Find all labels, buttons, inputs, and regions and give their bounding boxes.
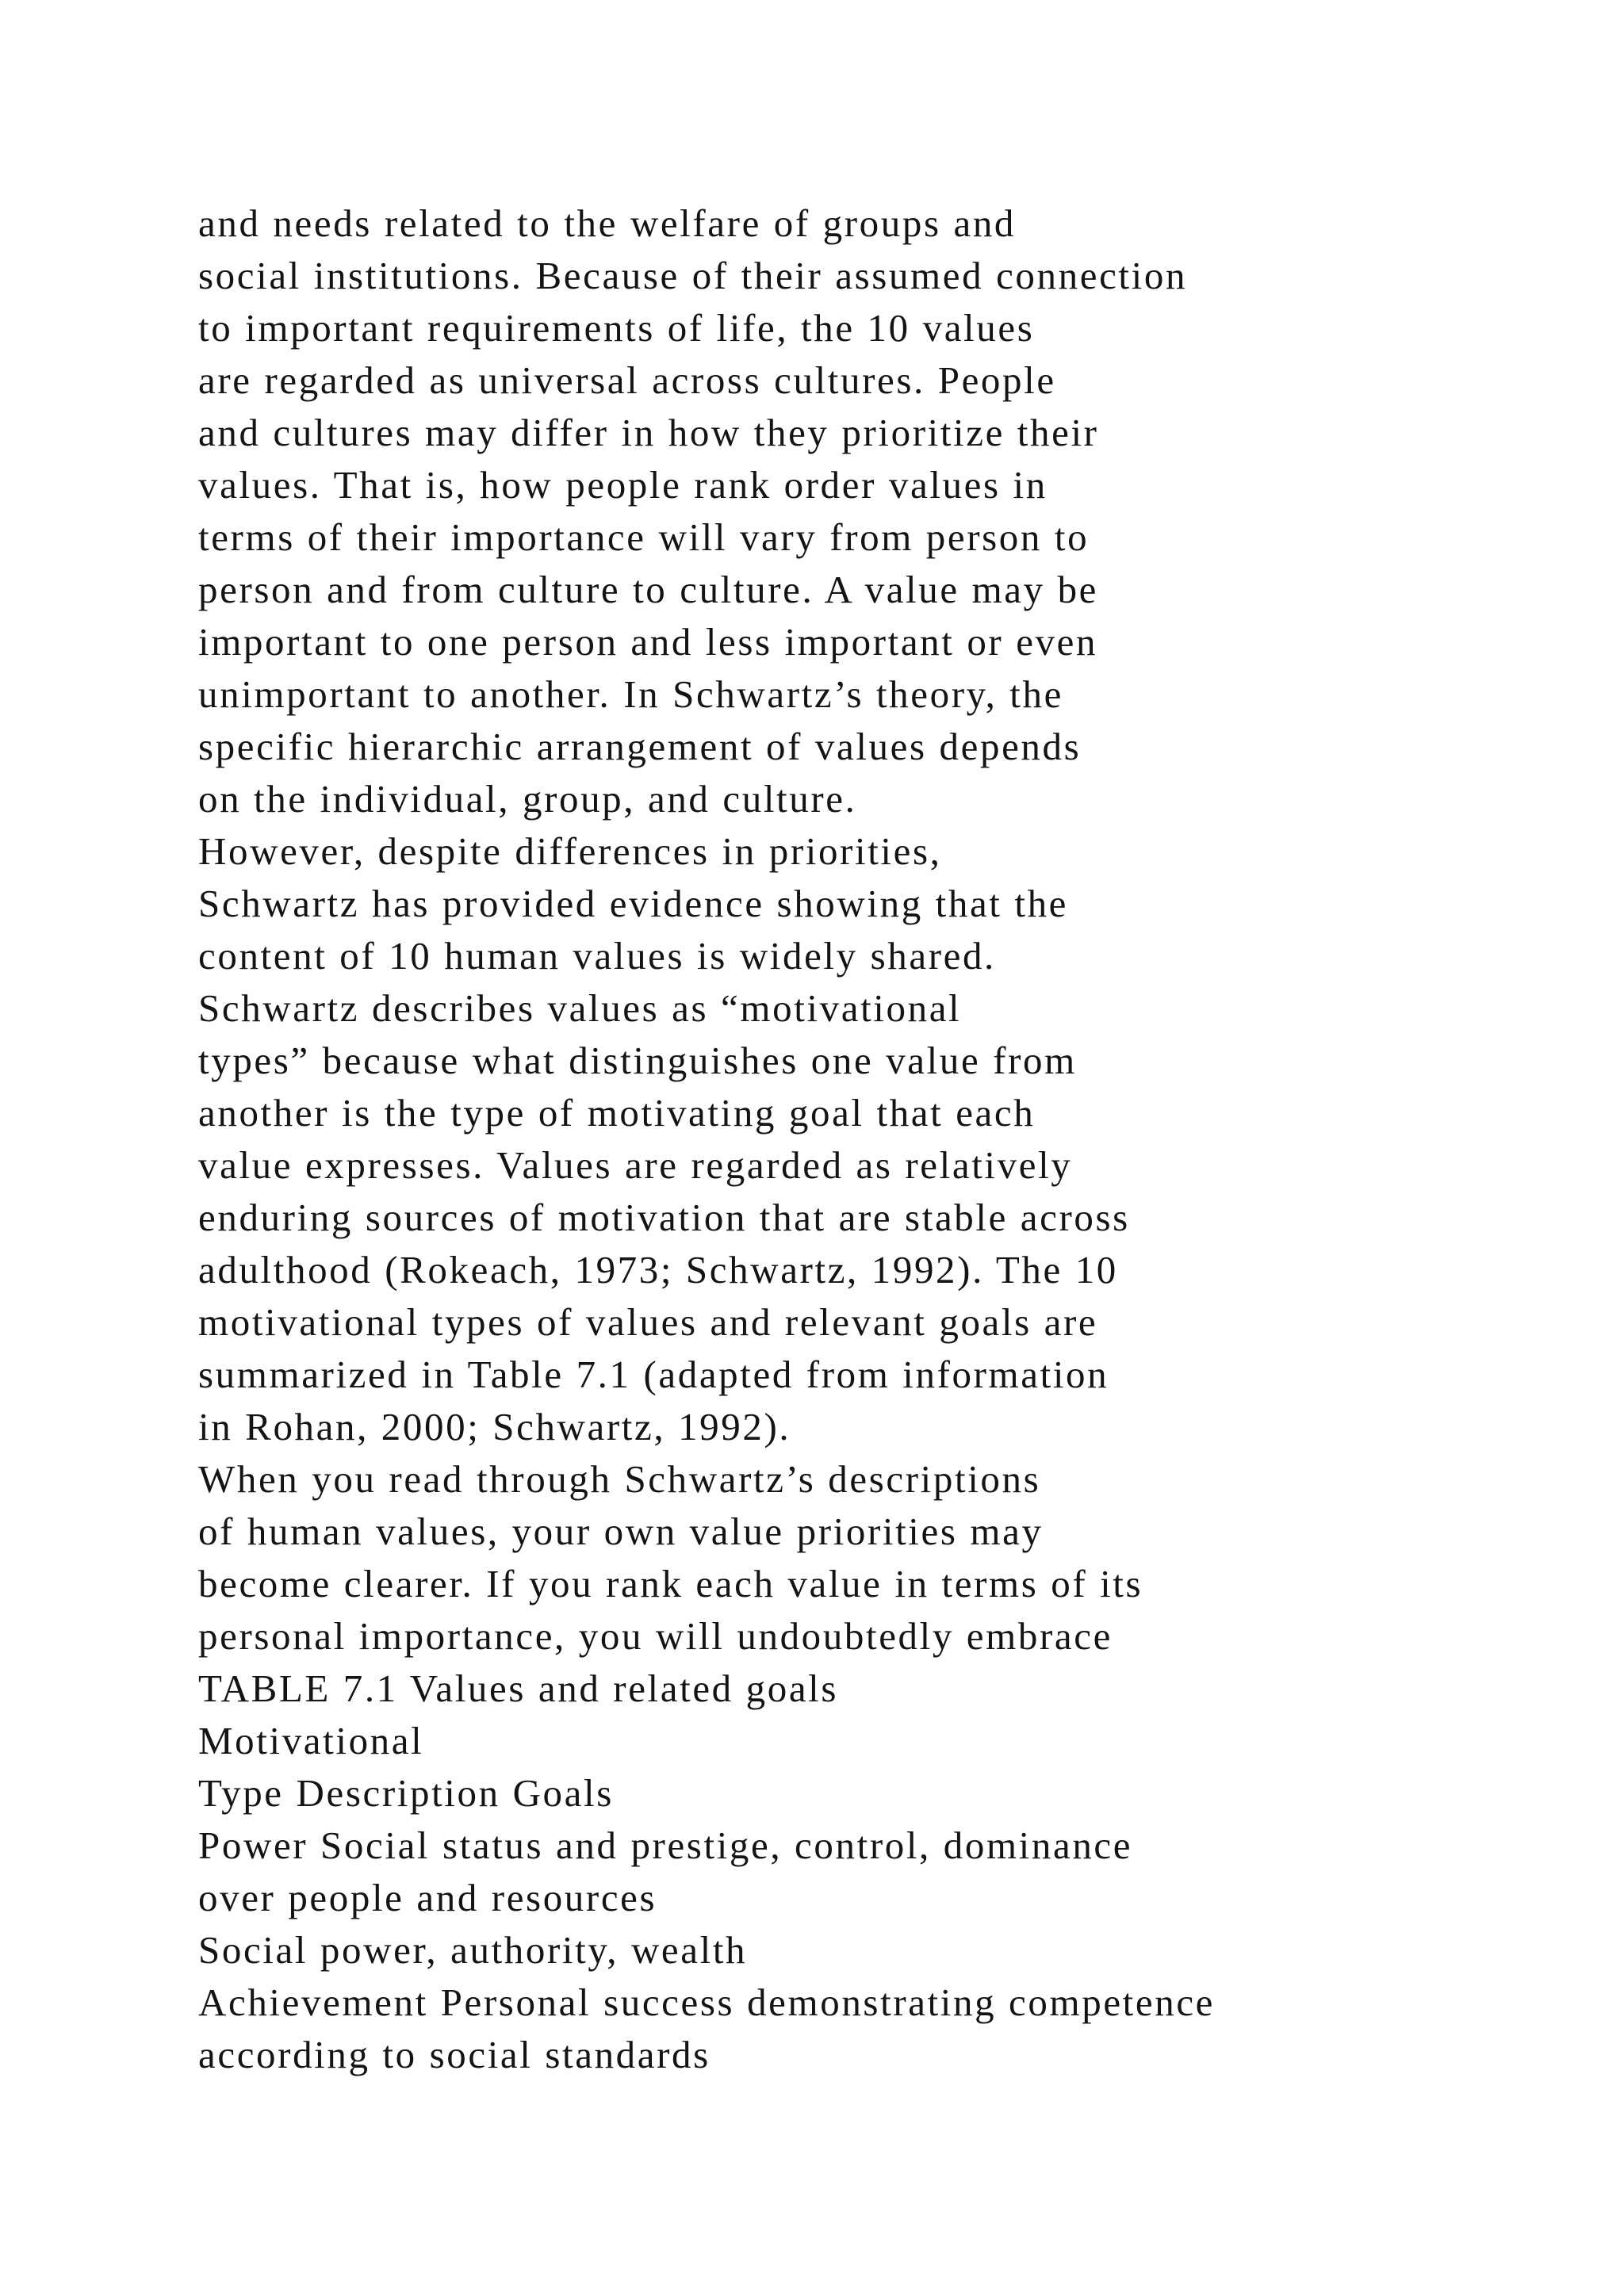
text-line: content of 10 human values is widely shared.: [198, 934, 996, 978]
text-line: terms of their importance will vary from person to: [198, 515, 1090, 559]
body-text: [198, 197, 1594, 2081]
text-line: to important requirements of life, the 10 values: [198, 306, 1035, 350]
text-line: and needs related to the welfare of groups and: [198, 201, 1017, 245]
text-line: value expresses. Values are regarded as relatively: [198, 1143, 1073, 1187]
text-line: When you read through Schwartz’s descriptions: [198, 1457, 1041, 1501]
text-line: values. That is, how people rank order values in: [198, 463, 1048, 507]
text-line: adulthood (Rokeach, 1973; Schwartz, 1992). The 10: [198, 1248, 1118, 1292]
text-line: on the individual, group, and culture.: [198, 777, 857, 821]
text-line: Schwartz has provided evidence showing that the: [198, 882, 1069, 925]
text-line: important to one person and less important or even: [198, 620, 1098, 664]
text-line: However, despite differences in priorities,: [198, 829, 942, 873]
table-row-line: over people and resources: [198, 1876, 657, 1919]
text-line: person and from culture to culture. A value may be: [198, 568, 1099, 611]
text-line: and cultures may differ in how they prioritize their: [198, 411, 1099, 454]
text-line: personal importance, you will undoubtedly embrace: [198, 1614, 1113, 1658]
table-row-line: according to social standards: [198, 2033, 710, 2076]
text-line: another is the type of motivating goal that each: [198, 1091, 1036, 1135]
text-line: are regarded as universal across cultures. People: [198, 358, 1056, 402]
text-line: enduring sources of motivation that are stable across: [198, 1196, 1130, 1239]
text-line: summarized in Table 7.1 (adapted from information: [198, 1353, 1109, 1396]
table-header-line: Type Description Goals: [198, 1771, 614, 1815]
text-line: specific hierarchic arrangement of values depends: [198, 725, 1082, 768]
text-line: in Rohan, 2000; Schwartz, 1992).: [198, 1405, 791, 1448]
table-caption: TABLE 7.1 Values and related goals: [198, 1667, 839, 1710]
table-row-line: Achievement Personal success demonstrating competence: [198, 1980, 1216, 2024]
text-line: become clearer. If you rank each value in terms of its: [198, 1562, 1143, 1605]
table-header-line: Motivational: [198, 1719, 424, 1762]
text-line: types” because what distinguishes one value from: [198, 1039, 1077, 1082]
table-row-line: Power Social status and prestige, control, dominance: [198, 1823, 1133, 1867]
table-row-line: Social power, authority, wealth: [198, 1928, 748, 1972]
text-line: unimportant to another. In Schwartz’s theory, the: [198, 672, 1063, 716]
text-line: Schwartz describes values as “motivational: [198, 986, 962, 1030]
text-line: motivational types of values and relevant goals are: [198, 1300, 1098, 1344]
text-line: social institutions. Because of their assumed connection: [198, 254, 1188, 297]
text-line: of human values, your own value priorities may: [198, 1510, 1044, 1553]
